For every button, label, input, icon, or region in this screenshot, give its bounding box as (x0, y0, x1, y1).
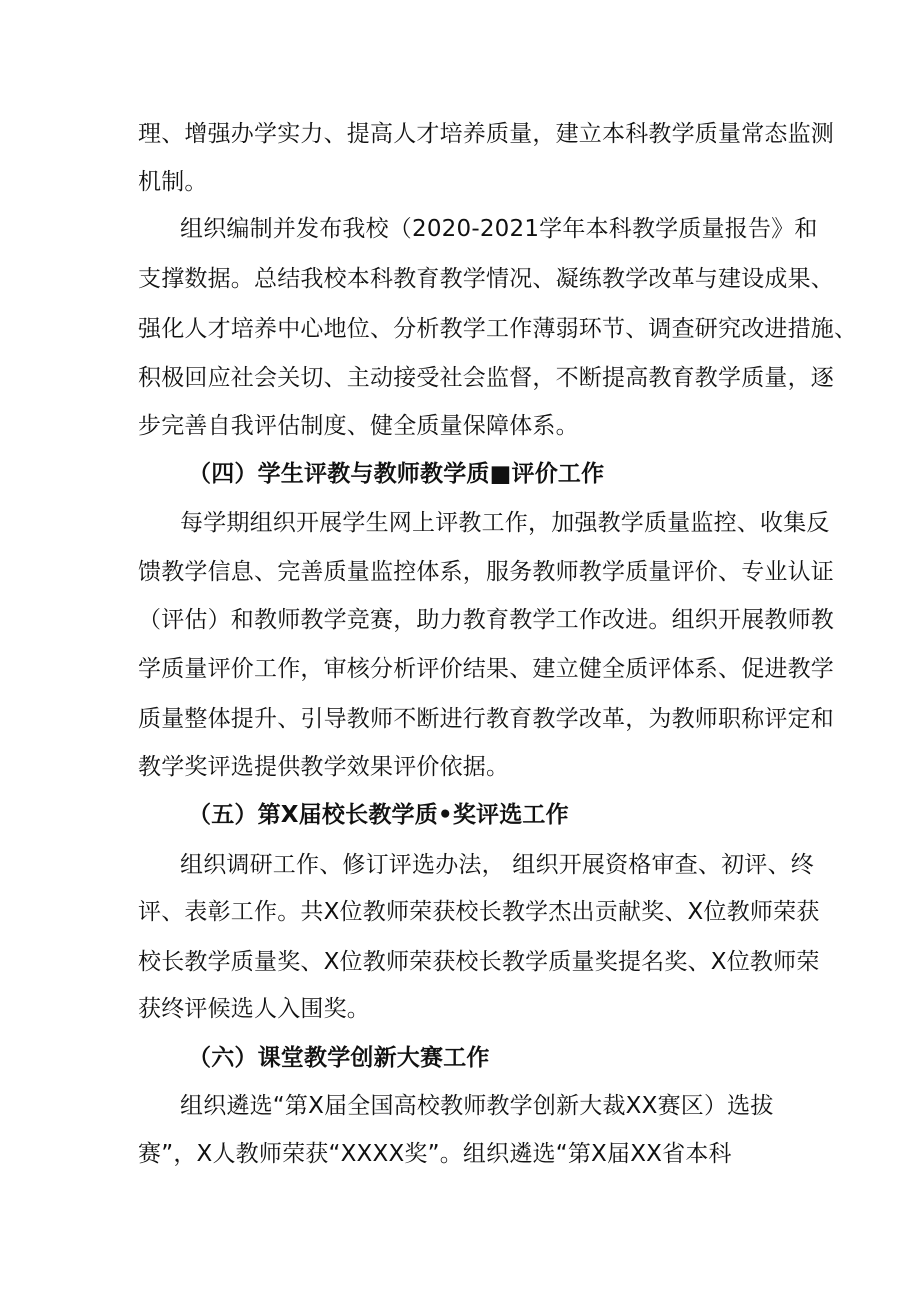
paragraph-line: 步完善自我评估制度、健全质量保障体系。 (138, 413, 579, 439)
paragraph-line: 每学期组织开展学生网上评教工作，加强教学质量监控、收集反 (180, 510, 830, 536)
paragraph-line: 机制。 (138, 169, 208, 195)
paragraph-line: 评、表彰工作。共X位教师荣获校长教学杰出贡献奖、X位教师荣获 (138, 899, 820, 925)
paragraph-line: 组织调研工作、修订评选办法， 组织开展资格审查、初评、终 (180, 852, 814, 878)
paragraph-line: 积极回应社会关切、主动接受社会监督，不断提高教育教学质量，逐 (138, 365, 834, 391)
paragraph-line: 组织编制并发布我校（2020-2021学年本科教学质量报告》和 (180, 216, 818, 242)
section-heading: （四）学生评教与教师教学质■评价工作 (188, 461, 605, 487)
paragraph-line: 理、增强办学实力、提高人才培养质量，建立本科教学质量常态监测 (138, 121, 834, 147)
paragraph-line: 获终评候选人入围奖。 (138, 996, 370, 1022)
section-heading: （五）第X届校长教学质•奖评选工作 (188, 802, 569, 828)
paragraph-line: 支撑数据。总结我校本科教育教学情况、凝练教学改革与建设成果、 (138, 266, 834, 292)
paragraph-line: 组织遴选“第X届全国高校教师教学创新大裁XX赛区）选拔 (180, 1093, 774, 1119)
paragraph-line: 校长教学质量奖、X位教师荣获校长教学质量奖提名奖、X位教师荣 (138, 949, 820, 975)
paragraph-line: 强化人才培养中心地位、分析教学工作薄弱环节、调查研究改进措施、 (138, 316, 858, 342)
paragraph-line: （评估）和教师教学竞赛，助力教育教学工作改进。组织开展教师教 (138, 607, 834, 633)
paragraph-line: 馈教学信息、完善质量监控体系，服务教师教学质量评价、专业认证 (138, 559, 834, 585)
paragraph-line: 教学奖评选提供教学效果评价依据。 (138, 754, 510, 780)
paragraph-line: 赛”，X人教师荣获“XXXX奖”。组织遴选“第X届XX省本科 (138, 1141, 732, 1167)
paragraph-line: 质量整体提升、引导教师不断进行教育教学改革，为教师职称评定和 (138, 706, 834, 732)
section-heading: （六）课堂教学创新大赛工作 (188, 1045, 490, 1071)
paragraph-line: 学质量评价工作，审核分析评价结果、建立健全质评体系、促进教学 (138, 656, 834, 682)
